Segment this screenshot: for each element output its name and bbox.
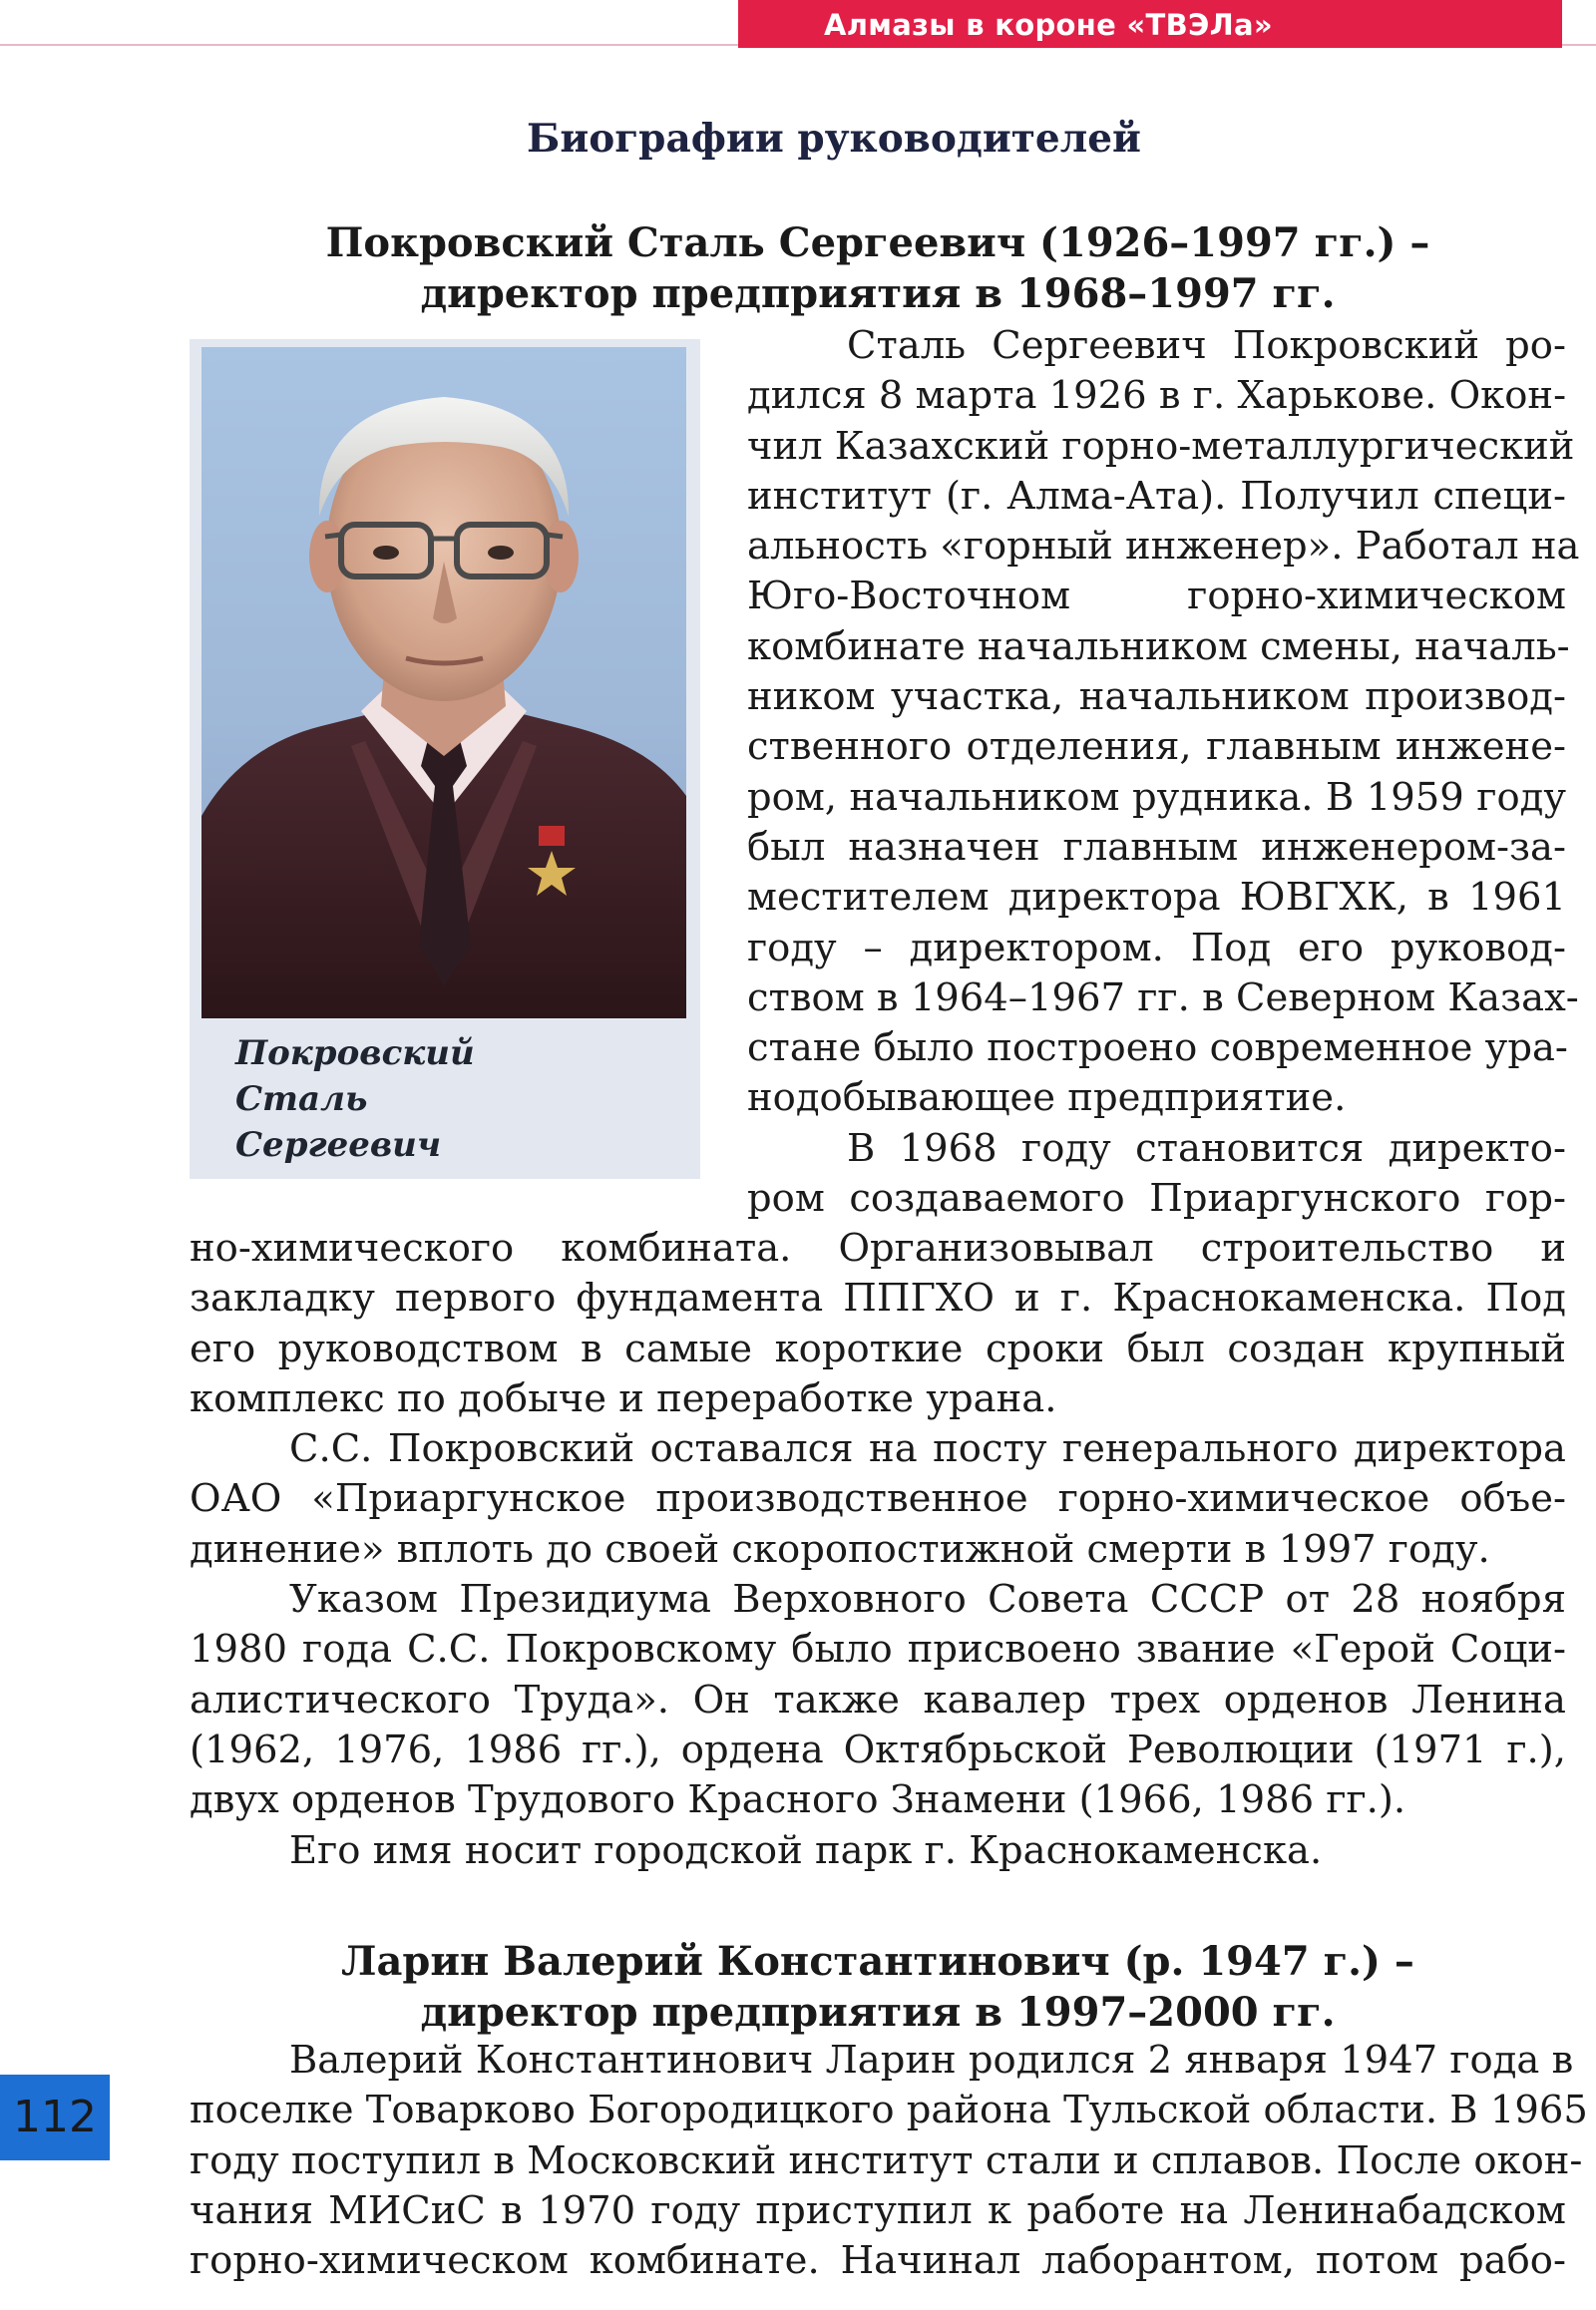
bio1-side-text [747,321,1580,1224]
text-line: чания МИСиС в 1970 году приступил к работе на Ленинабадском [190,2187,1566,2233]
text-line: горно-химическом комбинате. Начинал лаборантом, потом рабо- [190,2238,1566,2284]
text-line: двух орденов Трудового Красного Знамени (1966, 1986 гг.). [190,1777,1406,1823]
header-tab [738,0,1562,48]
bio1-full-text [190,1224,1566,1876]
text-line: ром, начальником рудника. В 1959 году [747,774,1566,820]
text-line: Сталь Сергеевич Покровский ро- [847,323,1566,368]
text-line: поселке Товарково Богородицкого района Тульской области. В 1965 [190,2088,1588,2133]
text-line: нодобывающее предприятие. [747,1075,1347,1121]
text-line: чил Казахский горно-металлургический [747,423,1575,469]
bio2-text [190,2036,1588,2286]
text-line: стане было построено современное ура- [747,1025,1568,1071]
text-line: алистического Труда». Он также кавалер трех орденов Ленина [190,1677,1566,1723]
text-line: его руководством в самые короткие сроки был создан крупный [190,1326,1566,1371]
bio-heading-line: Ларин Валерий Константинович (р. 1947 г.) – [341,1938,1414,1985]
caption-line: Покровский [235,1033,475,1073]
text-line: был назначен главным инженером-за- [747,824,1566,870]
text-line: местителем директора ЮВГХК, в 1961 [747,875,1566,921]
text-line: ром создаваемого Приаргунского гор- [747,1176,1566,1222]
bio-heading-pokrovsky [190,217,1566,319]
portrait-photo [201,347,686,1018]
bio-heading-line: директор предприятия в 1997–2000 гг. [420,1989,1336,2036]
text-line: дился 8 марта 1926 в г. Харькове. Окон- [747,373,1567,419]
text-line: Юго-Восточном горно-химическом [747,574,1566,619]
portrait-frame [190,339,700,1179]
bio-heading-line: директор предприятия в 1968–1997 гг. [420,270,1336,317]
text-line: закладку первого фундамента ППГХО и г. Краснокаменска. Под [190,1276,1566,1322]
bio-heading-larin [190,1936,1566,2038]
text-line: комбинате начальником смены, началь- [747,623,1570,669]
text-line: ником участка, начальником производ- [747,674,1566,720]
text-line: году – директором. Под его руковод- [747,925,1566,970]
text-line: Его имя носит городской парк г. Краснокаменска. [289,1827,1323,1873]
portrait-illustration [201,347,686,1018]
text-line: 1980 года С.С. Покровскому было присвоено звание «Герой Соци- [190,1627,1566,1673]
text-line: динение» вплоть до своей скоропостижной смерти в 1997 году. [190,1526,1490,1572]
page-number: 112 [0,2075,110,2160]
text-line: В 1968 году становится директо- [847,1125,1566,1171]
header-tab-title: Алмазы в короне «ТВЭЛа» [824,8,1273,42]
text-line: (1962, 1976, 1986 гг.), ордена Октябрьской Революции (1971 г.), [190,1727,1566,1772]
text-line: институт (г. Алма-Ата). Получил специ- [747,473,1566,519]
bio-heading-line: Покровский Сталь Сергеевич (1926–1997 гг.) – [325,219,1430,266]
text-line: ственного отделения, главным инжене- [747,724,1566,770]
text-line: С.С. Покровский оставался на посту генерального директора [289,1426,1566,1472]
text-line: ОАО «Приаргунское производственное горно-химическое объе- [190,1476,1566,1522]
text-line: ством в 1964–1967 гг. в Северном Казах- [747,974,1579,1020]
text-line: году поступил в Московский институт стали и сплавов. После окон- [190,2137,1583,2183]
text-line: Указом Президиума Верховного Совета СССР от 28 ноября [289,1577,1566,1623]
text-line: альность «горный инженер». Работал на [747,524,1580,570]
caption-line: Сталь [235,1079,368,1119]
section-title: Биографии руководителей [527,116,1141,162]
text-line: комплекс по добыче и переработке урана. [190,1375,1057,1421]
text-line: Валерий Константинович Ларин родился 2 января 1947 года в [289,2038,1574,2083]
text-line: но-химического комбината. Организовывал строительство и [190,1226,1566,1271]
caption-line: Сергеевич [235,1125,442,1165]
portrait-caption [235,1030,475,1168]
